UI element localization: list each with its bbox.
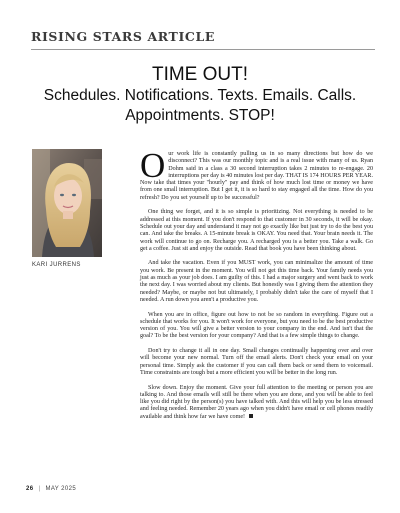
article-subtitle-line-2: Appointments. STOP! <box>125 107 275 124</box>
paragraph-1-text: ur work life is constantly pulling us in so many directions but how do we disconnect? This was our monthly topic and is a real issue with many of us. Ryan Dohm said in a class a 30 second interruption takes 2 minutes to re-engage. 20 interruptions per day is 40 minutes lost per day. THAT IS 174 HOURS PER YEAR. Now take that times your "hourly" pay and think of how much lost time or money we have from one small interruption. But I get it, it is so hard to stay engaged all the time. How do you refresh? Do you set yourself up to be successful? <box>140 151 373 201</box>
drop-cap: O <box>140 146 166 185</box>
photo-caption: KARI JURRENS <box>32 262 81 268</box>
paragraph-1 <box>140 146 373 202</box>
paragraph-3: And take the vacation. Even if you MUST work, you can minimalize the amount of time you work. Be present in the moment. You will not get this time back. Your family needs you just as much as your job does. I am guilty of this. I had a major surgery and went back to work the next day. I was worried about my clients. But honestly was I giving them the attention they needed? Maybe, or maybe not but ultimately, I probably didn't take the care of myself that I needed. A run down you aren't a productive you. <box>140 260 373 303</box>
paragraph-6-text: Slow down. Enjoy the moment. Give your full attention to the meeting or person you are talking to. And those emails will still be there when you are done, and you will be able to feel like you did right by the person(s) you have talked with. And this will help you be less stressed and feeling needed. Remember 20 years ago when you didn't have email or cell phones readily available and think how far we have come! <box>140 384 373 420</box>
paragraph-2: One thing we forget, and it is so simple is prioritizing. Not everything is needed to be addressed at this moment. If you don't respond to that customer in 30 seconds, it will be okay. Schedule out your day and understand it may not go exactly like but just try to do the best you can. And take the breaks. A 15-minute break is OKAY. You need that. Your brain needs it. The work will continue to go on. Recharge you. A recharged you is a better you. Take a walk. Go get a coffee. Just sit and enjoy the outside. Read that book you have been thinking about. <box>140 209 373 252</box>
article-title: TIME OUT! <box>151 64 249 85</box>
section-label: RISING STARS ARTICLE <box>31 29 215 44</box>
article-headline <box>30 64 370 126</box>
author-photo <box>32 149 102 257</box>
article-subtitle-line-1: Schedules. Notifications. Texts. Emails. Calls. <box>43 87 357 104</box>
paragraph-5: Don't try to change it all in one day. Small changes continually happening over and over will become your new normal. Turn off the email alerts. Don't check your email on your personal time. Simply ask the customer if you can call them back or send them to voicemail. Time constraints are tough but a more efficient you will be better in the long run. <box>140 348 373 376</box>
paragraph-6 <box>140 385 373 421</box>
page-number: 26 <box>26 486 34 492</box>
paragraph-4: When you are in office, figure out how to not be so random in everything. Figure out a schedule that works for you. It won't work for everyone, but you need to be the best productive version of you. You will give a better version to your company in the end. And isn't that the goal? To be the best version for your company? And that is a few simple things to change. <box>140 311 373 340</box>
page-footer <box>26 486 76 492</box>
issue-date: MAY 2025 <box>45 486 77 492</box>
header-divider <box>31 49 375 50</box>
end-mark-icon <box>249 414 253 418</box>
article-body <box>140 146 373 428</box>
footer-separator: | <box>38 486 41 492</box>
